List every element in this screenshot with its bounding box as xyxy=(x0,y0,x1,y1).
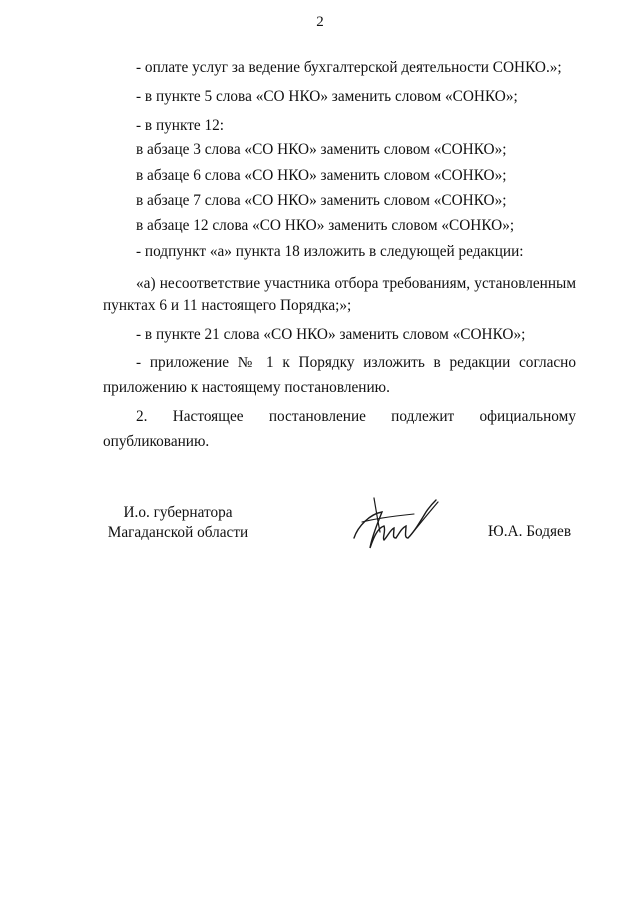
text-line: - в пункте 12: xyxy=(136,117,225,134)
signatory-position xyxy=(98,503,258,543)
signatory-name: Ю.А. Бодяев xyxy=(488,523,572,540)
text-line: - в пункте 5 слова «СО НКО» заменить словом «СОНКО»; xyxy=(136,88,518,105)
text-line: приложению к настоящему постановлению. xyxy=(103,379,390,396)
signatory-position-line: И.о. губернатора xyxy=(123,504,233,521)
page-number: 2 xyxy=(316,14,324,30)
text-line: - подпункт «а» пункта 18 изложить в следующей редакции: xyxy=(136,243,524,260)
text-line: в абзаце 7 слова «СО НКО» заменить словом «СОНКО»; xyxy=(136,192,507,209)
text-line: в абзаце 3 слова «СО НКО» заменить словом «СОНКО»; xyxy=(136,141,507,158)
text-line: - приложение № 1 к Порядку изложить в редакции согласно xyxy=(136,354,576,371)
text-line: - оплате услуг за ведение бухгалтерской деятельности СОНКО.»; xyxy=(136,59,562,76)
text-line: пунктах 6 и 11 настоящего Порядка;»; xyxy=(103,297,352,314)
handwritten-signature xyxy=(348,492,444,556)
text-line: в абзаце 12 слова «СО НКО» заменить словом «СОНКО»; xyxy=(136,217,515,234)
signatory-position-line: Магаданской области xyxy=(107,524,249,541)
text-line: в абзаце 6 слова «СО НКО» заменить словом «СОНКО»; xyxy=(136,167,507,184)
text-line: - в пункте 21 слова «СО НКО» заменить словом «СОНКО»; xyxy=(136,326,526,343)
text-line: опубликованию. xyxy=(103,433,210,450)
text-line: 2. Настоящее постановление подлежит официальному xyxy=(136,408,576,425)
text-line: «а) несоответствие участника отбора требованиям, установленным xyxy=(136,275,576,292)
